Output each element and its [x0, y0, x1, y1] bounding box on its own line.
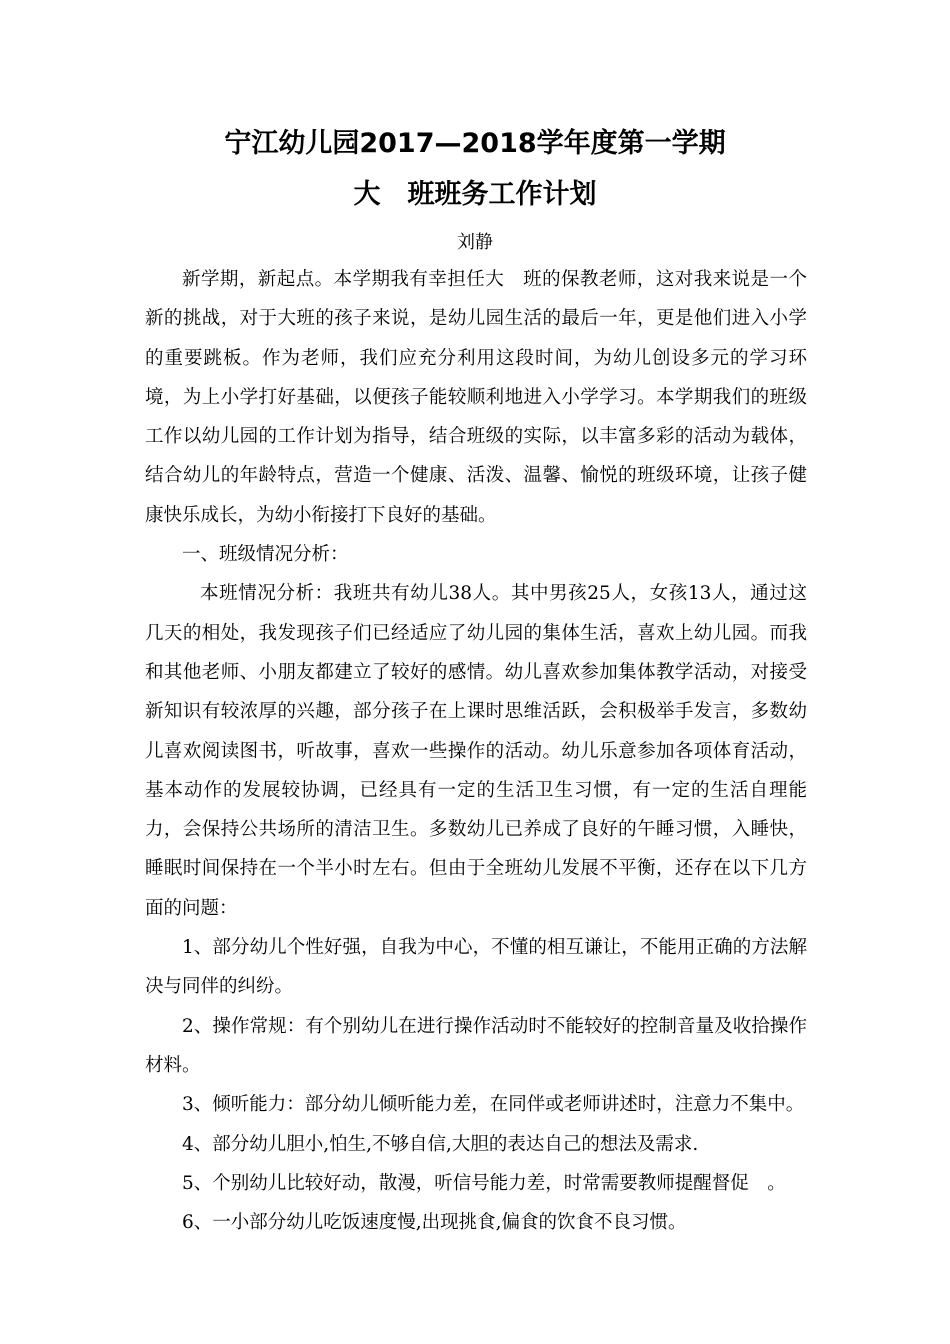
list-item-issue-3: 3、倾听能力：部分幼儿倾听能力差，在同伴或老师讲述时，注意力不集中。: [182, 1094, 805, 1116]
list-item-issue-4: 4、部分幼儿胆小,怕生,不够自信,大胆的表达自己的想法及需求.: [182, 1133, 699, 1155]
list-item-issue-1: 1、部分幼儿个性好强，自我为中心，不懂的相互谦让，不能用正确的方法解决与同伴的纠纷。: [145, 937, 807, 998]
list-item-issue-2: 2、操作常规：有个别幼儿在进行操作活动时不能较好的控制音量及收拾操作材料。: [145, 1015, 807, 1076]
paragraph-intro: 新学期，新起点。本学期我有幸担任大 班的保教老师，这对我来说是一个新的挑战，对于大班的孩子来说，是幼儿园生活的最后一年，更是他们进入小学的重要跳板。作为老师，我们应充分利用这段时间，为幼儿创设多元的学习环境，为上小学打好基础，以便孩子能较顺利地进入小学学习。本学期我们的班级工作以幼儿园的工作计划为指导，结合班级的实际，以丰富多彩的活动为载体，结合幼儿的年龄特点，营造一个健康、活泼、温馨、愉悦的班级环境，让孩子健康快乐成长，为幼小衔接打下良好的基础。: [145, 269, 807, 526]
document-title-line-2: 大 班班务工作计划: [353, 179, 597, 210]
paragraph-class-analysis: 本班情况分析：我班共有幼儿38人。其中男孩25人，女孩13人，通过这几天的相处，我发现孩子们已经适应了幼儿园的集体生活，喜欢上幼儿园。而我和其他老师、小朋友都建立了较好的感情。幼儿喜欢参加集体教学活动，对接受新知识有较浓厚的兴趣，部分孩子在上课时思维活跃，会积极举手发言，多数幼儿喜欢阅读图书，听故事，喜欢一些操作的活动。幼儿乐意参加各项体育活动，基本动作的发展较协调，已经具有一定的生活卫生习惯，有一定的生活自理能力，会保持公共场所的清洁卫生。多数幼儿已养成了良好的午睡习惯，入睡快，睡眠时间保持在一个半小时左右。但由于全班幼儿发展不平衡，还存在以下几方面的问题：: [145, 583, 807, 919]
document-title-line-1: 宁江幼儿园2017—2018学年度第一学期: [224, 128, 726, 159]
list-item-issue-5: 5、个别幼儿比较好动，散漫，听信号能力差，时常需要教师提醒督促 。: [182, 1172, 786, 1194]
section-heading-class-analysis: 一、班级情况分析：: [182, 544, 349, 566]
document-body: [145, 260, 807, 1242]
author-name: 刘静: [457, 232, 493, 253]
list-item-issue-6: 6、一小部分幼儿吃饭速度慢,出现挑食,偏食的饮食不良习惯。: [182, 1212, 687, 1234]
